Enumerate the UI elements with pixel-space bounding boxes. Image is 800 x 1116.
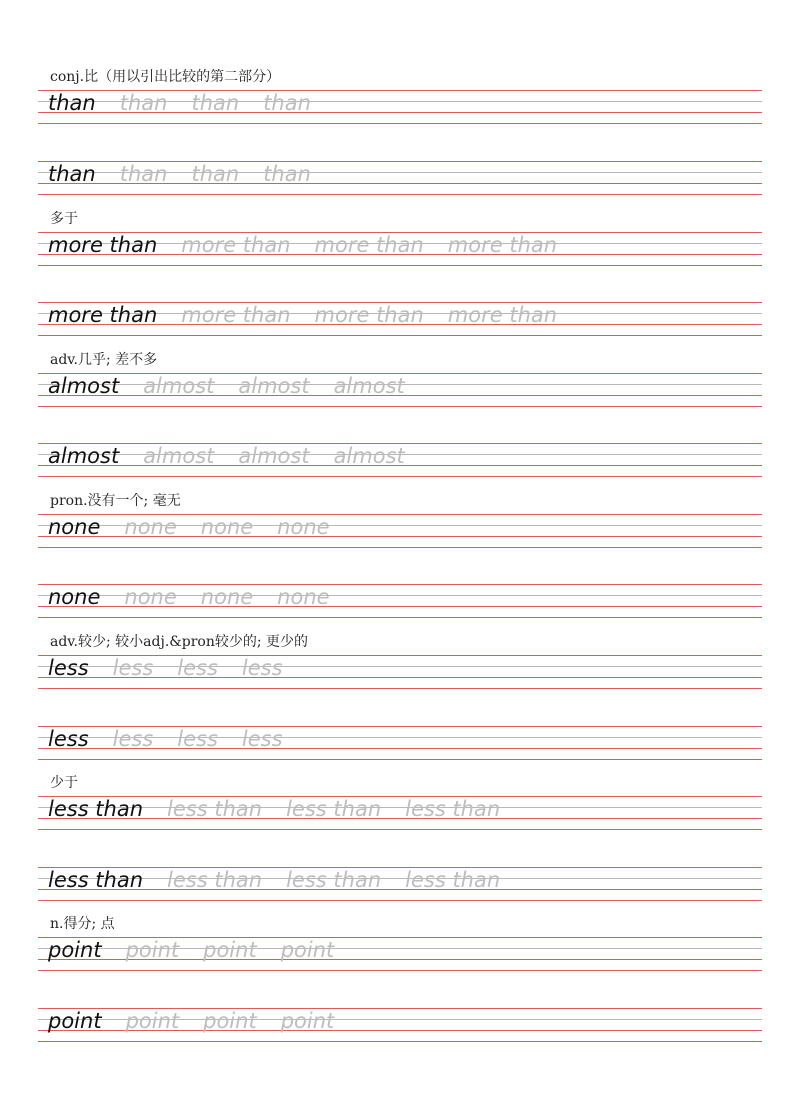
trace-word: less [177, 727, 218, 751]
model-word: less than [48, 868, 144, 892]
writing-lines [38, 373, 762, 407]
trace-word: point [203, 1009, 257, 1033]
trace-word: point [125, 938, 180, 962]
trace-word: less than [405, 797, 501, 821]
trace-word: almost [238, 444, 310, 468]
trace-word: than [263, 91, 311, 115]
model-word: less [48, 656, 89, 680]
writing-lines [38, 90, 762, 124]
trace-word: less [112, 727, 154, 751]
trace-word: almost [333, 374, 405, 398]
trace-word: none [124, 585, 177, 609]
trace-word: point [280, 938, 335, 962]
trace-word: less than [167, 797, 263, 821]
trace-word: none [277, 515, 330, 539]
trace-word: more than [181, 233, 291, 257]
trace-word: less than [286, 797, 382, 821]
model-word: point [48, 938, 102, 962]
trace-word: than [191, 162, 240, 186]
trace-word: more than [314, 303, 424, 327]
gloss-text: n.得分; 点 [50, 916, 115, 932]
writing-lines [38, 514, 762, 548]
model-word: point [48, 1009, 102, 1033]
model-word: more than [48, 233, 158, 257]
trace-word: none [124, 515, 177, 539]
trace-word: less [241, 727, 283, 751]
trace-word: less than [167, 868, 263, 892]
gloss-text: adv.几乎; 差不多 [50, 352, 158, 368]
trace-word: none [200, 585, 254, 609]
writing-lines [38, 443, 762, 477]
writing-lines [38, 584, 762, 618]
writing-lines [38, 1008, 762, 1042]
trace-word: almost [238, 374, 310, 398]
model-word: than [48, 91, 96, 115]
model-word: than [48, 162, 96, 186]
trace-word: than [119, 91, 168, 115]
writing-lines [38, 726, 762, 760]
trace-word: than [119, 162, 168, 186]
trace-word: than [191, 91, 240, 115]
writing-lines [38, 655, 762, 689]
writing-lines [38, 937, 762, 971]
gloss-text: pron.没有一个; 毫无 [50, 493, 181, 509]
trace-word: point [125, 1009, 180, 1033]
model-word: almost [48, 444, 120, 468]
writing-lines [38, 867, 762, 901]
writing-lines [38, 161, 762, 195]
gloss-text: 多于 [50, 211, 78, 227]
trace-word: less than [405, 868, 501, 892]
model-word: more than [48, 303, 158, 327]
model-word: less [48, 727, 89, 751]
trace-word: less [112, 656, 154, 680]
gloss-text: 少于 [50, 775, 78, 791]
trace-word: more than [314, 233, 424, 257]
writing-lines [38, 232, 762, 266]
trace-word: almost [143, 374, 215, 398]
trace-word: more than [181, 303, 291, 327]
trace-word: than [263, 162, 311, 186]
trace-word: more than [447, 233, 558, 257]
trace-word: more than [447, 303, 558, 327]
gloss-text: conj.比（用以引出比较的第二部分） [50, 69, 281, 85]
trace-word: almost [333, 444, 405, 468]
writing-lines [38, 302, 762, 336]
gloss-text: adv.较少; 较小adj.&pron较少的; 更少的 [50, 634, 309, 650]
model-word: none [48, 515, 101, 539]
model-word: none [48, 585, 101, 609]
model-word: almost [48, 374, 120, 398]
trace-word: less than [286, 868, 382, 892]
model-word: less than [48, 797, 144, 821]
writing-lines [38, 796, 762, 830]
trace-word: point [280, 1009, 335, 1033]
trace-word: none [277, 585, 330, 609]
trace-word: point [203, 938, 257, 962]
trace-word: none [200, 515, 254, 539]
trace-word: less [241, 656, 283, 680]
trace-word: almost [143, 444, 215, 468]
trace-word: less [177, 656, 218, 680]
